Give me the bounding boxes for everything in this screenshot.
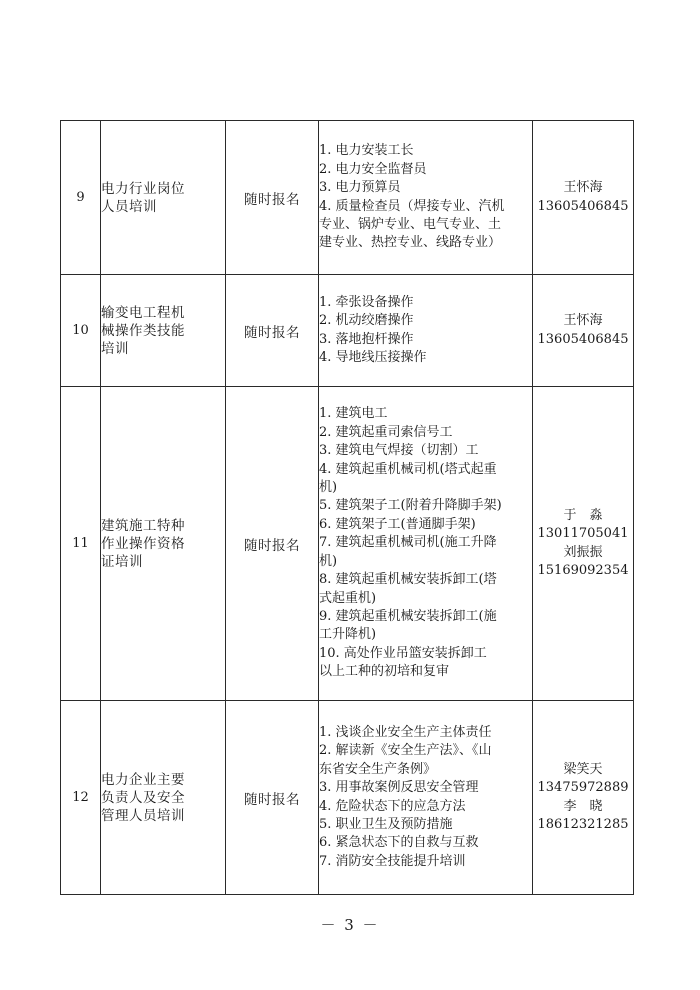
course-name: 电力行业岗位 人员培训 — [101, 121, 226, 275]
contact-info: 王怀海 13605406845 — [533, 121, 634, 275]
course-name: 建筑施工特种 作业操作资格 证培训 — [101, 387, 226, 701]
page-number: － 3 － — [320, 916, 380, 934]
row-number: 12 — [61, 701, 101, 895]
course-content: 1. 建筑电工 2. 建筑起重司索信号工 3. 建筑电气焊接（切割）工 4. 建筑起重机械司机(塔式起重 机) 5. 建筑架子工(附着升降脚手架) 6. 建筑架子工(普通脚手架) 7. 建筑起重机械司机(施工升降 机) 8. 建筑起重机械安装拆卸工(塔 式起重机) 9. 建筑起重机械安装拆卸工(施 工升降机) 10. 高处作业吊篮安装拆卸工 以上工种的初培和复审 — [319, 387, 533, 701]
contact-info: 于 淼 13011705041 刘振振 15169092354 — [533, 387, 634, 701]
table-row — [61, 701, 634, 895]
row-number: 10 — [61, 275, 101, 387]
course-content: 1. 浅谈企业安全生产主体责任 2. 解读新《安全生产法》、《山 东省安全生产条例》 3. 用事故案例反思安全管理 4. 危险状态下的应急方法 5. 职业卫生及预防措施 6. 紧急状态下的自救与互救 7. 消防安全技能提升培训 — [319, 701, 533, 895]
course-name: 输变电工程机 械操作类技能 培训 — [101, 275, 226, 387]
training-table — [60, 120, 634, 895]
row-number: 11 — [61, 387, 101, 701]
course-name: 电力企业主要 负责人及安全 管理人员培训 — [101, 701, 226, 895]
enroll-time: 随时报名 — [226, 275, 319, 387]
enroll-time: 随时报名 — [226, 121, 319, 275]
contact-info: 梁笑天 13475972889 李 晓 18612321285 — [533, 701, 634, 895]
table-row — [61, 387, 634, 701]
course-content: 1. 牵张设备操作 2. 机动绞磨操作 3. 落地抱杆操作 4. 导地线压接操作 — [319, 275, 533, 387]
table-row — [61, 275, 634, 387]
row-number: 9 — [61, 121, 101, 275]
course-content: 1. 电力安装工长 2. 电力安全监督员 3. 电力预算员 4. 质量检查员（焊接专业、汽机 专业、锅炉专业、电气专业、土 建专业、热控专业、线路专业） — [319, 121, 533, 275]
contact-info: 王怀海 13605406845 — [533, 275, 634, 387]
enroll-time: 随时报名 — [226, 387, 319, 701]
enroll-time: 随时报名 — [226, 701, 319, 895]
table-row — [61, 121, 634, 275]
